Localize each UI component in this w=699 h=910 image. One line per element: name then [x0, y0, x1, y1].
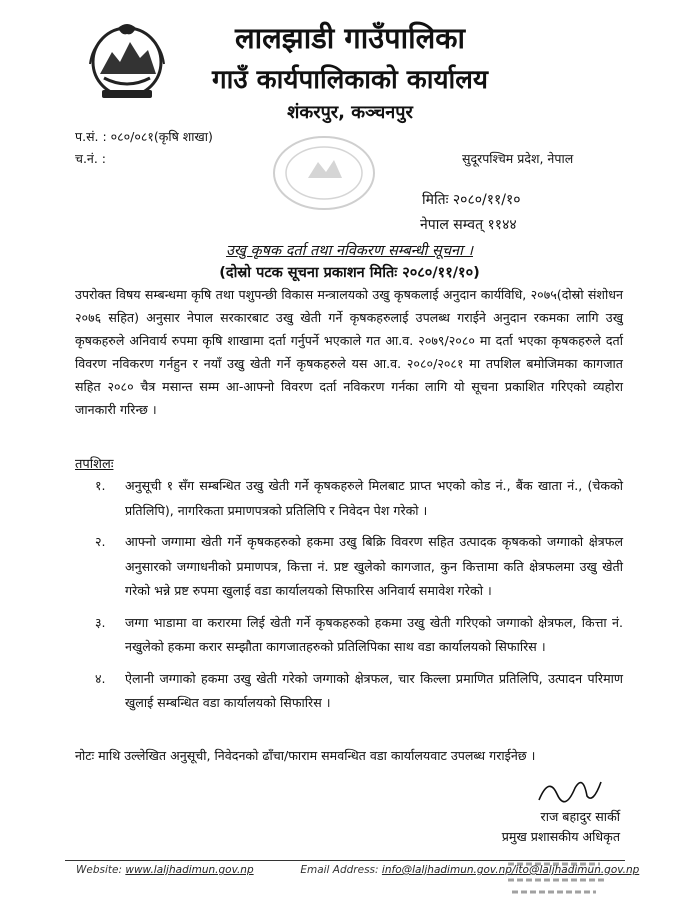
signature-icon [535, 770, 605, 810]
issue-date: मितिः २०८०/११/१० [422, 192, 521, 208]
details-list [95, 474, 623, 723]
reference-number: प.सं. : ०८०/०८१(कृषि शाखा) [75, 129, 213, 144]
nepal-samvat-date: नेपाल सम्वत् ११४४ [420, 217, 517, 233]
nepal-emblem-icon [82, 18, 172, 104]
office-stamp-icon [268, 132, 380, 214]
footer: Website: www.laljhadimun.gov.np Email Address: info@laljhadimun.gov.np/ito@laljhadimun.gov.np [76, 864, 640, 876]
notice-body: उपरोक्त विषय सम्बन्धमा कृषि तथा पशुपन्छी विकास मन्त्रालयको उखु कृषकलाई अनुदान कार्यविधि, २०७५(दोस्रो संशोधन २०७६ सहित) अनुसार नेपाल सरकारबाट उखु खेती गर्ने कृषकहरुलाई उपलब्ध गराईने अनुदान रकमका लागि उखु कृषकहरुले अनिवार्य रुपमा कृषि शाखामा दर्ता गर्नुपर्ने भएकाले गत आ.व. २०७९/२०८० मा दर्ता भएका कृषकहरुले दर्ता विवरण नविकरण गर्नहुन र नयाँ उखु खेती गर्ने कृषकहरुले यस आ.व. २०८०/२०८१ मा तपशिल बमोजिमका कागजात सहित २०८० चैत्र मसान्त सम्म आ-आफ्नो विवरण दर्ता नविकरण गर्नका लागि यो सूचना प्रकाशित गरिएको व्यहोरा जानकारी गरिन्छ । [75, 287, 623, 417]
note-text: नोटः माथि उल्लेखित अनुसूची, निवेदनको ढाँचा/फाराम समवन्धित वडा कार्यालयवाट उपलब्ध गराईनेछ । [75, 748, 536, 763]
details-heading: तपशिलः [75, 457, 114, 472]
office-name: लालझाडी गाउँपालिका [234, 21, 466, 55]
notice-subtitle: (दोस्रो पटक सूचना प्रकाशन मितिः २०८०/११/१०) [219, 265, 480, 281]
list-item: ४. ऐलानी जग्गाको हकमा उखु खेती गरेको जग्गाको क्षेत्रफल, चार किल्ला प्रमाणित प्रतिलिपि, उत्पादन परिमाण खुलाई सम्बन्धित वडा कार्यालयको सिफारिस । [95, 670, 623, 710]
list-item: २. आफ्नो जग्गामा खेती गर्ने कृषकहरुको हकमा उखु बिक्रि विवरण सहित उत्पादक कृषकको जग्गाको क्षेत्रफल अनुसारको जग्गाधनीको प्रमाणपत्र, कित्ता नं. प्रष्ट खुलेको कागजात, कुन कित्तामा कति क्षेत्रफलमा उखु खेती गरेको भन्ने प्रष्ट रुपमा खुलाई वडा कार्यालयको सिफारिस अनिवार्य समावेश गरेको । [95, 534, 623, 598]
signatory-name: राज बहादुर सार्की [540, 809, 620, 824]
list-item: ३. जग्गा भाडामा वा करारमा लिई खेती गर्ने कृषकहरुको हकमा उखु खेती गरिएको जग्गाको क्षेत्रफल, कित्ता नं. नखुलेको हकमा करार सम्झौता कागजातहरुको प्रतिलिपिका साथ वडा कार्यालयको सिफारिस । [95, 614, 623, 654]
province-label: सुदूरपश्चिम प्रदेश, नेपाल [462, 151, 574, 166]
name-stamp-icon [500, 854, 615, 898]
office-subtitle: गाउँ कार्यपालिकाको कार्यालय [212, 65, 488, 95]
notice-title: उखु कृषक दर्ता तथा नविकरण सम्बन्धी सूचना । [226, 243, 473, 259]
email-link[interactable]: info@laljhadimun.gov.np/ito@laljhadimun.gov.np [381, 864, 640, 876]
website-link[interactable]: www.laljhadimun.gov.np [125, 864, 254, 876]
office-location: शंकरपुर, कञ्चनपुर [287, 102, 413, 123]
signatory-designation: प्रमुख प्रशासकीय अधिकृत [501, 829, 620, 844]
list-item: १. अनुसूची १ सँग सम्बन्धित उखु खेती गर्ने कृषकहरुले मिलबाट प्राप्त भएको कोड नं., बैंक खाता नं., (चेकको प्रतिलिपि), नागरिकता प्रमाणपत्रको प्रतिलिपि र निवेदन पेश गरेको । [95, 478, 623, 518]
dispatch-number-label: च.नं. : [75, 151, 107, 166]
